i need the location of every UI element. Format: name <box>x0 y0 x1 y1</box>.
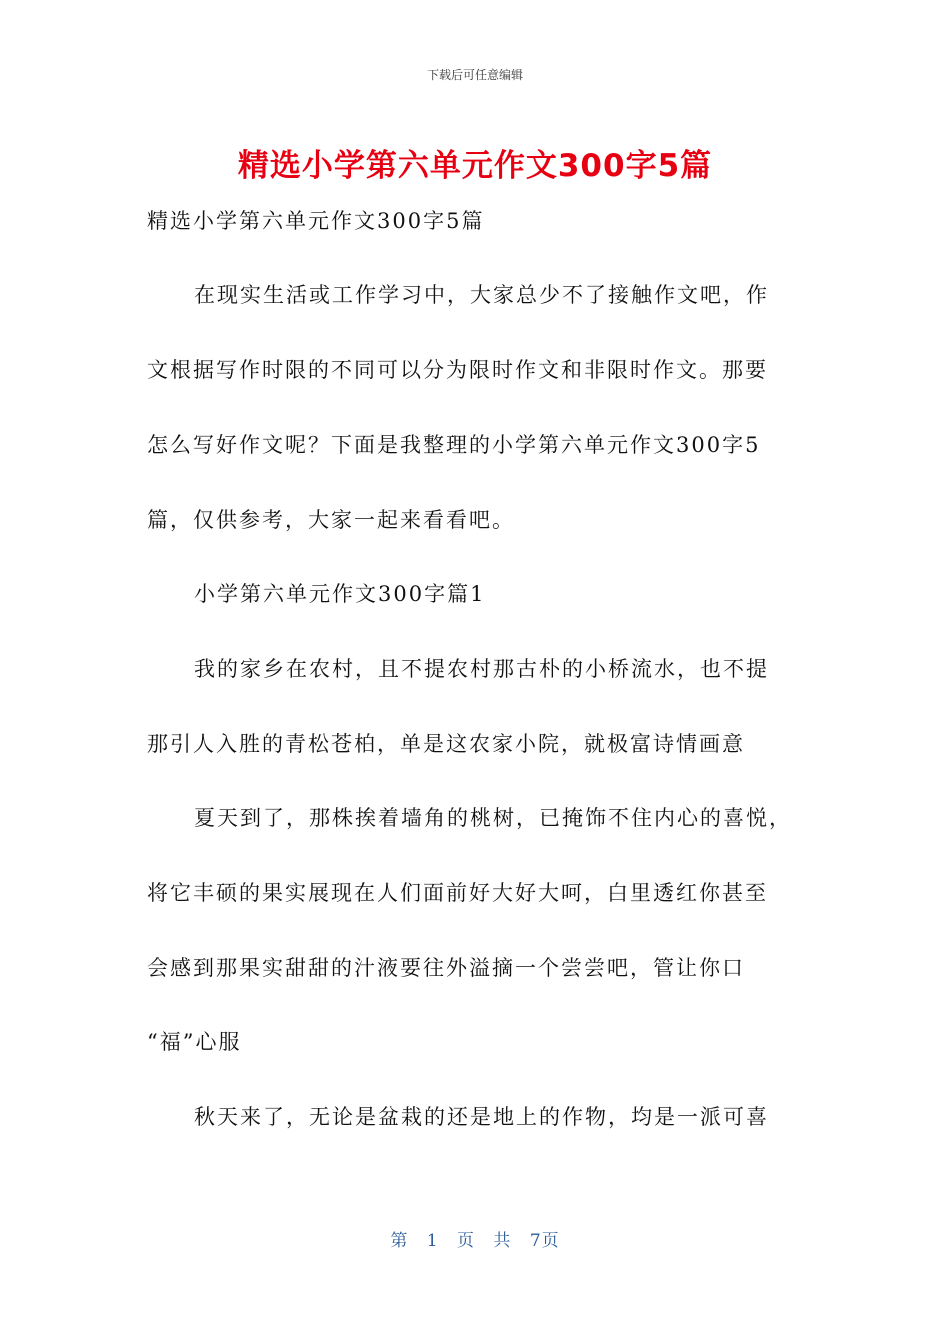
subtitle-line: 精选小学第六单元作文300字5篇 <box>147 209 485 233</box>
page-footer <box>0 1226 950 1251</box>
paragraph-line: 在现实生活或工作学习中，大家总少不了接触作文吧，作 <box>194 283 769 307</box>
paragraph-line: 将它丰硕的果实展现在人们面前好大好大呵，白里透红你甚至 <box>147 881 768 905</box>
document-title: 精选小学第六单元作文300字5篇 <box>237 148 713 184</box>
footer-prefix: 第 <box>390 1231 409 1251</box>
footer-total-pages: 7页 <box>529 1231 560 1251</box>
footer-total-word: 共 <box>493 1231 512 1251</box>
paragraph-line: 怎么写好作文呢？下面是我整理的小学第六单元作文300字5 <box>147 433 761 457</box>
footer-current-page: 1 <box>426 1231 439 1251</box>
paragraph-line: 篇，仅供参考，大家一起来看看吧。 <box>147 508 515 532</box>
paragraph-line: 我的家乡在农村，且不提农村那古朴的小桥流水，也不提 <box>194 657 769 681</box>
paragraph-line: 那引人入胜的青松苍柏，单是这农家小院，就极富诗情画意 <box>147 732 745 756</box>
footer-page-word: 页 <box>457 1231 475 1251</box>
paragraph-line: “福”心服 <box>147 1030 242 1054</box>
header-note: 下载后可任意编辑 <box>426 68 523 82</box>
paragraph-line: 秋天来了，无论是盆栽的还是地上的作物，均是一派可喜 <box>194 1105 769 1129</box>
paragraph-line: 文根据写作时限的不同可以分为限时作文和非限时作文。那要 <box>147 358 768 382</box>
paragraph-line: 会感到那果实甜甜的汁液要往外溢摘一个尝尝吧，管让你口 <box>147 956 745 980</box>
paragraph-line: 夏天到了，那株挨着墙角的桃树，已掩饰不住内心的喜悦， <box>194 806 792 830</box>
section-heading: 小学第六单元作文300字篇1 <box>194 582 486 606</box>
